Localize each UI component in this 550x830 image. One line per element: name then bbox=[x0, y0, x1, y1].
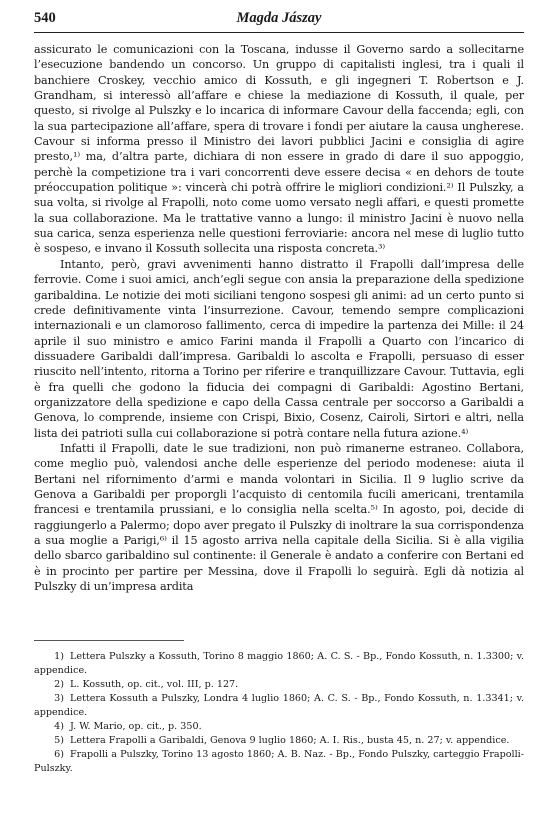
body-text bbox=[34, 42, 524, 594]
footnote-mark: 1) bbox=[54, 651, 64, 662]
page-header bbox=[34, 10, 524, 32]
footnote bbox=[34, 720, 524, 734]
footnotes bbox=[34, 650, 524, 776]
page-number: 540 bbox=[34, 10, 56, 26]
footnote-text: Lettera Kossuth a Pulszky, Londra 4 luglio 1860; A. C. S. - Bp., Fondo Kossuth, n. 1.3341; v. appendice. bbox=[34, 693, 524, 718]
footnote-mark: 6) bbox=[54, 749, 64, 760]
footnote bbox=[34, 748, 524, 776]
footnote bbox=[34, 650, 524, 678]
footnote bbox=[34, 678, 524, 692]
footnote-text: Lettera Pulszky a Kossuth, Torino 8 maggio 1860; A. C. S. - Bp., Fondo Kossuth, n. 1.3300; v. appendice. bbox=[34, 651, 524, 676]
footnote bbox=[34, 734, 524, 748]
footnote-text: J. W. Mario, op. cit., p. 350. bbox=[70, 721, 202, 732]
footnote-text: Lettera Frapolli a Garibaldi, Genova 9 luglio 1860; A. I. Ris., busta 45, n. 27; v. appendice. bbox=[70, 735, 510, 746]
footnote-mark: 5) bbox=[54, 735, 64, 746]
paragraph: assicurato le comunicazioni con la Toscana, indusse il Governo sardo a sollecitarne l’esecuzione bandendo un concorso. Un gruppo di capitalisti inglesi, tra i quali il banchiere Croskey, vecchio amico di Kossuth, e gli ingegneri T. Robertson e J. Grandham, si interessò all’affare e chiese la mediazione di Kossuth, il quale, per questo, si rivolge al Pulszky e lo incarica di informare Cavour della faccenda; egli, con la sua partecipazione all’affare, spera di trovare i fondi per aiutare la causa ungherese. Cavour si informa presso il Ministro dei lavori pubblici Jacini e consiglia di agire presto,¹⁾ ma, d’altra parte, dichiara di non essere in grado di dare il suo appoggio, perchè la competizione tra i vari concorrenti deve essere decisa « en dehors de toute préoccupation politique »: vincerà chi potrà offrire le migliori condizioni.²⁾ Il Pulszky, a sua volta, si rivolge al Frapolli, noto come uomo versato negli affari, e questi promette la sua collaborazione. Ma le trattative vanno a lungo: il ministro Jacini è nuovo nella sua carica, senza esperienza nelle questioni ferroviarie: ancora nel mese di luglio tutto è sospeso, e invano il Kossuth sollecita una risposta concreta.³⁾ bbox=[34, 43, 524, 256]
footnote-mark: 2) bbox=[54, 679, 64, 690]
footnote-mark: 3) bbox=[54, 693, 64, 704]
footnote-text: L. Kossuth, op. cit., vol. III, p. 127. bbox=[70, 679, 239, 690]
header-rule bbox=[34, 32, 524, 33]
footnote bbox=[34, 692, 524, 720]
paragraph: Infatti il Frapolli, date le sue tradizioni, non può rimanerne estraneo. Collabora, come meglio può, valendosi anche delle esperienze del periodo modenese: aiuta il Bertani nel rifornimento d’armi e manda volontari in Sicilia. Il 9 luglio scrive da Genova a Garibaldi per proporgli l’acquisto di centomila fucili americani, trentamila francesi e trentamila prussiani, e lo consiglia nella scelta.⁵⁾ In agosto, poi, decide di raggiungerlo a Palermo; dopo aver pregato il Pulszky di inoltrare la sua corrispondenza a sua moglie a Parigi,⁶⁾ il 15 agosto arriva nella capitale della Sicilia. Si è alla vigilia dello sbarco garibaldino sul continente: il Generale è andato a conferire con Bertani ed è in procinto per partire per Messina, dove il Frapolli lo seguirà. Egli dà notizia al Pulszky di un’impresa ardita bbox=[34, 441, 524, 594]
running-head: Magda Jászay bbox=[236, 10, 322, 26]
footnote-mark: 4) bbox=[54, 721, 64, 732]
footnote-rule bbox=[34, 640, 184, 641]
paragraph: Intanto, però, gravi avvenimenti hanno distratto il Frapolli dall’impresa delle ferrovie. Come i suoi amici, anch’egli segue con ansia la preparazione della spedizione garibaldina. Le notizie dei moti siciliani tengono sospesi gli animi: ad un certo punto si crede definitivamente vinta l’insurrezione. Cavour, temendo sempre complicazioni internazionali e un clamoroso fallimento, cerca di impedire la partenza dei Mille: il 24 aprile il suo ministro e amico Farini manda il Frapolli a Quarto con l’incarico di dissuadere Garibaldi dall’impresa. Garibaldi lo ascolta e Frapolli, persuaso di esser riuscito nell’intento, ritorna a Torino per riferire e tranquillizzare Cavour. Tuttavia, egli è fra quelli che godono la fiducia dei compagni di Garibaldi: Agostino Bertani, organizzatore della spedizione e capo della Cassa centrale per soccorso a Garibaldi a Genova, lo comprende, insieme con Crispi, Bixio, Cosenz, Cairoli, Sirtori e altri, nella lista dei patrioti sulla cui collaborazione si potrà contare nella futura azione.⁴⁾ bbox=[34, 257, 524, 440]
footnote-text: Frapolli a Pulszky, Torino 13 agosto 1860; A. B. Naz. - Bp., Fondo Pulszky, carteggio Frapolli-Pulszky. bbox=[34, 749, 524, 774]
